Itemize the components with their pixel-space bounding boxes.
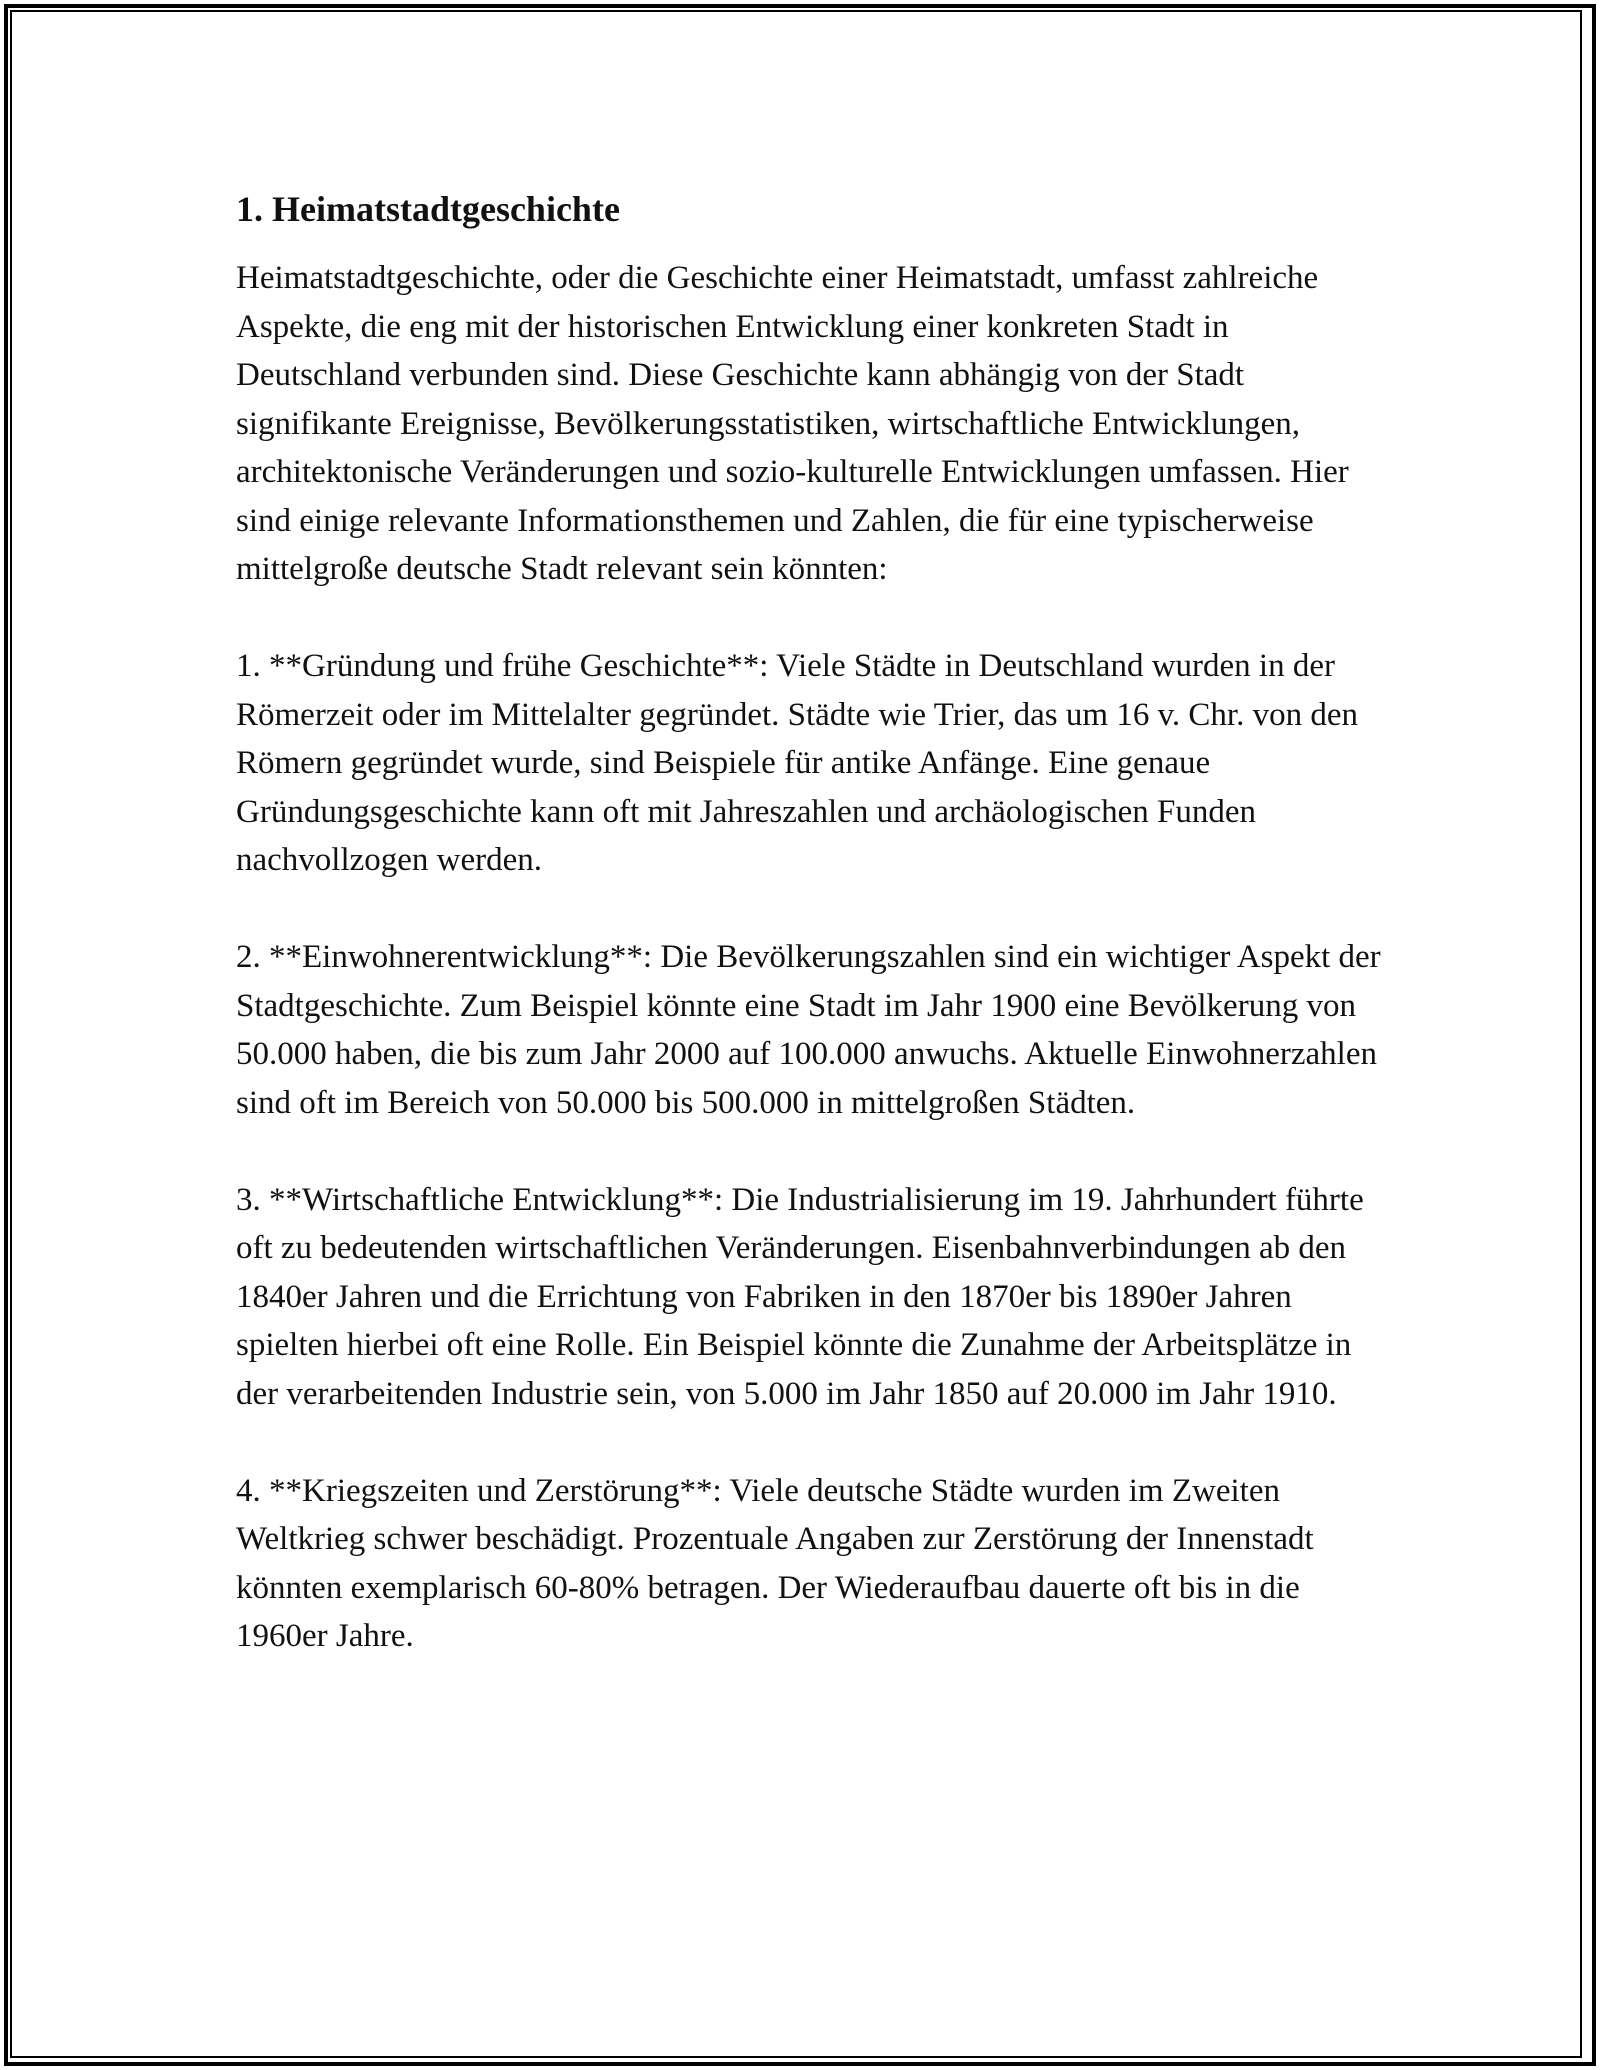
- intro-paragraph: Heimatstadtgeschichte, oder die Geschichte einer Heimatstadt, umfasst zahlreiche Aspekte, die eng mit der historischen Entwicklung einer konkreten Stadt in Deutschland verbunden sind. Diese Geschichte kann abhängig von der Stadt signifikante Ereignisse, Bevölkerungsstatistiken, wirtschaftliche Entwicklungen, architektonische Veränderungen und sozio-kulturelle Entwicklungen umfassen. Hier sind einige relevante Informationsthemen und Zahlen, die für eine typischerweise mittelgroße deutsche Stadt relevant sein könnten:: [236, 260, 1349, 587]
- list-item-population: 2. **Einwohnerentwicklung**: Die Bevölkerungszahlen sind ein wichtiger Aspekt der Stadtgeschichte. Zum Beispiel könnte eine Stadt im Jahr 1900 eine Bevölkerung von 50.000 haben, die bis zum Jahr 2000 auf 100.000 anwuchs. Aktuelle Einwohnerzahlen sind oft im Bereich von 50.000 bis 500.000 in mittelgroßen Städten.: [236, 939, 1381, 1121]
- list-item-founding: 1. **Gründung und frühe Geschichte**: Viele Städte in Deutschland wurden in der Römerzeit oder im Mittelalter gegründet. Städte wie Trier, das um 16 v. Chr. von den Römern gegründet wurde, sind Beispiele für antike Anfänge. Eine genaue Gründungsgeschichte kann oft mit Jahreszahlen und archäologischen Funden nachvollzogen werden.: [236, 648, 1358, 878]
- list-item-economy: 3. **Wirtschaftliche Entwicklung**: Die Industrialisierung im 19. Jahrhundert führte oft zu bedeutenden wirtschaftlichen Veränderungen. Eisenbahnverbindungen ab den 1840er Jahren und die Errichtung von Fabriken in den 1870er bis 1890er Jahren spielten hierbei oft eine Rolle. Ein Beispiel könnte die Zunahme der Arbeitsplätze in der verarbeitenden Industrie sein, von 5.000 im Jahr 1850 auf 20.000 im Jahr 1910.: [236, 1181, 1364, 1412]
- list-item-war: 4. **Kriegszeiten und Zerstörung**: Viele deutsche Städte wurden im Zweiten Weltkrieg schwer beschädigt. Prozentuale Angaben zur Zerstörung der Innenstadt könnten exemplarisch 60-80% betragen. Der Wiederaufbau dauerte oft bis in die 1960er Jahre.: [236, 1472, 1314, 1654]
- document-title: 1. Heimatstadtgeschichte: [236, 189, 620, 229]
- document-body: [236, 186, 1386, 1709]
